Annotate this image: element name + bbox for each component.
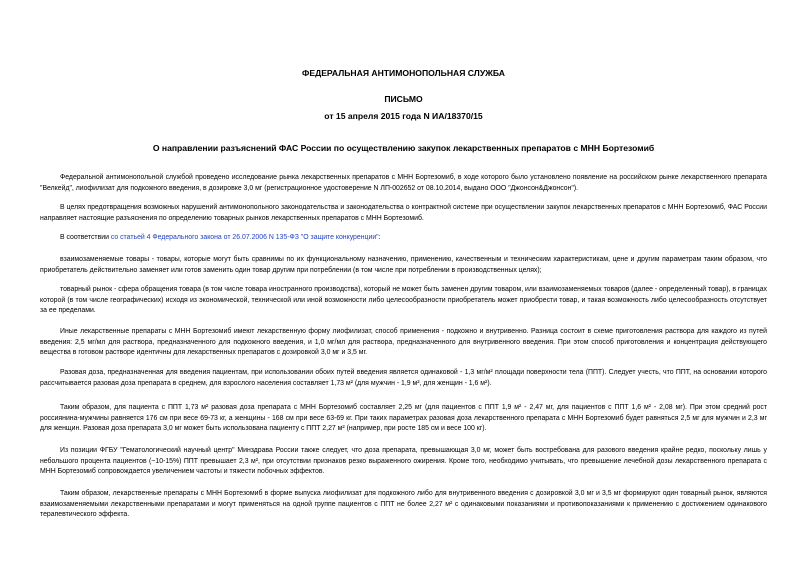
paragraph-single-dose: Разовая доза, предназначенная для введения пациентам, при использовании обоих путей введения является одинаковой - 1,3 мг/м² площади поверхности тела (ППТ). Следует учесть, что ППТ, на основании которого рассчитывается разовая доза препарата в среднем, для взрослого населения составляет 1,73 м² (для мужчин - 1,9 м², для женщин - 1,6 м²). [40,369,767,387]
agency-title: ФЕДЕРАЛЬНАЯ АНТИМОНОПОЛЬНАЯ СЛУЖБА [302,68,505,78]
law-reference-prefix: В соответствии [60,234,111,241]
paragraph-dose-calculation: Таким образом, для пациента с ППТ 1,73 м² разовая доза препарата с МНН Бортезомиб составляет 2,25 мг (для пациентов с ППТ 1,9 м² - 2,47 мг, для пациентов с ППТ 1,6 м² - 2,08 мг). При этом средний рост россиянина-мужчины равняется 176 см при весе 69-73 кг, а женщины - 168 см при весе 63-69 кг. При таких параметрах разовая доза лекарственного препарата с МНН Бортезомиб будет равняться 2,5 мг для мужчин и 2,3 мг для женщин. Разовая доза препарата 3,0 мг может быть использована пациенту с ППТ 2,27 м² (например, при росте 185 см и весе 100 кг). [40,404,767,432]
law-article-link[interactable]: со статьей 4 Федерального закона от 26.07.2006 N 135-ФЗ "О защите конкуренции" [110,234,379,241]
law-reference-suffix: : [378,234,381,241]
definition-commodity-market: товарный рынок - сфера обращения товара (в том числе товара иностранного производства), который не может быть заменен другим товаром, или взаимозаменяемых товаров (далее - определенный товар), в границах которой (в том числе географических) исходя из экономической, технической или иной возможности либо целесообразности приобретатель может приобрести товар, и такая возможность либо целесообразность отсутствует за ее пределами. [40,286,767,314]
paragraph-hematology-center: Из позиции ФГБУ "Гематологический научный центр" Минздрава России также следует, что доза препарата, превышающая 3,0 мг, может быть востребована для разового введения крайне редко, поскольку лишь у небольшого процента пациентов (~10-15%) ППТ превышает 2,3 м², при отсутствии признаков резко выраженного ожирения. Кроме того, необходимо учитывать, что превышение лечебной дозы лекарственного препарата с МНН Бортезомиб сопровождается увеличением частоты и тяжести побочных эффектов. [40,447,767,475]
paragraph-law-reference [40,233,767,244]
document-subject: О направлении разъяснений ФАС России по осуществлению закупок лекарственных препаратов с МНН Бортезомиб [152,143,655,153]
paragraph-dosage-forms: Иные лекарственные препараты с МНН Бортезомиб имеют лекарственную форму лиофилизат, способ применения - подкожно и внутривенно. Разница состоит в схеме приготовления раствора для каждого из путей введения: 2,5 мг/мл для раствора, предназначенного для подкожного введения, и 1,0 мг/мл для раствора, предназначенного для внутривенного введения. При этом способ приготовления и концентрация действующего вещества в готовом растворе идентичны для лекарственных препаратов с дозировкой 3,0 мг и 3,5 мг. [40,328,767,356]
paragraph-purpose: В целях предотвращения возможных нарушений антимонопольного законодательства и законодательства о контрактной системе при осуществлении закупок лекарственных препаратов с МНН Бортезомиб, ФАС России направляет настоящие разъяснения по определению товарных рынков лекарственных препаратов с МНН Бортезомиб. [40,204,767,222]
document-date-number: от 15 апреля 2015 года N ИА/18370/15 [324,111,483,121]
paragraph-conclusion: Таким образом, лекарственные препараты с МНН Бортезомиб в форме выпуска лиофилизат для подкожного либо для внутривенного введения с дозировкой 3,0 мг и 3,5 мг формируют один товарный рынок, являются взаимозаменяемыми лекарственными препаратами и могут применяться на одной группе пациентов с ППТ не более 2,27 м² с одинаковыми показаниями и противопоказаниями к применению с достижением одинакового терапевтического эффекта. [40,490,767,518]
document-type: ПИСЬМО [384,94,423,104]
definition-interchangeable-goods: взаимозаменяемые товары - товары, которые могут быть сравнимы по их функциональному назначению, применению, качественным и техническим характеристикам, цене и другим параметрам таким образом, что приобретатель действительно заменяет или готов заменить один товар другим при потреблении (в том числе при потреблении в производственных целях); [40,256,767,274]
paragraph-intro: Федеральной антимонопольной службой проведено исследование рынка лекарственных препаратов с МНН Бортезомиб, в ходе которого было установлено появление на российском рынке лекарственного препарата "Велкейд", лиофилизат для подкожного введения, в дозировке 3,0 мг (регистрационное удостоверение N ЛП-002652 от 08.10.2014, выдано ООО "Джонсон&Джонсон"). [40,174,767,192]
